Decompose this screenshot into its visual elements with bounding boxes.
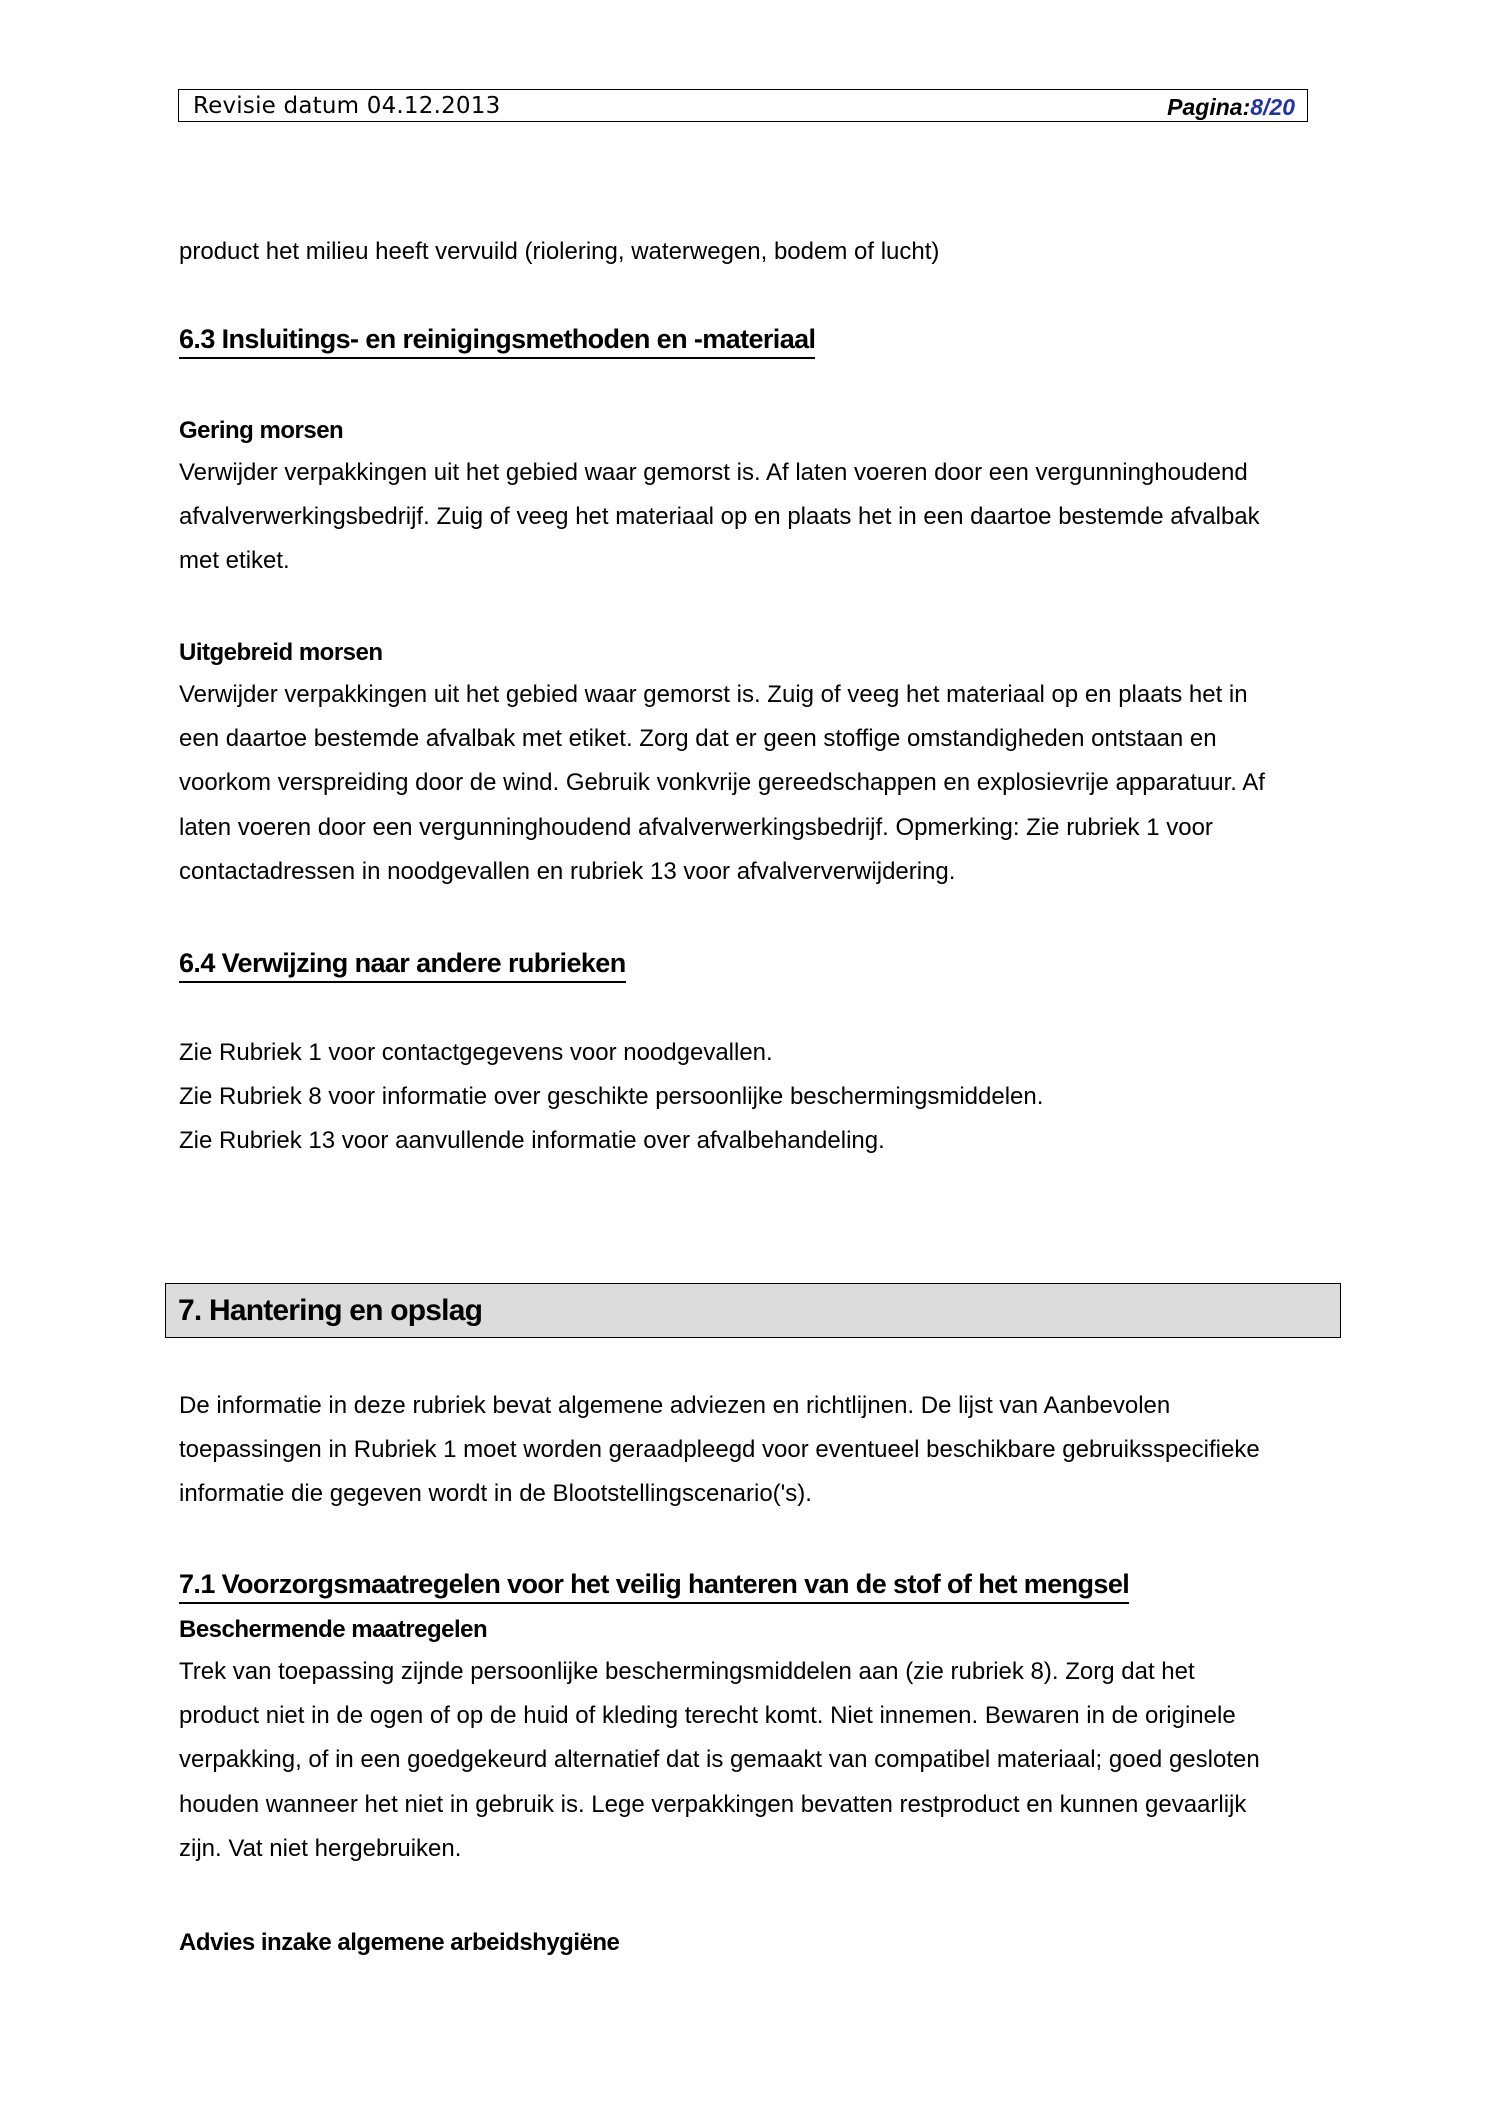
page-label: Pagina: (1167, 94, 1251, 120)
large-spill-title: Uitgebreid morsen (179, 639, 383, 666)
heading-6-4: 6.4 Verwijzing naar andere rubrieken (179, 946, 626, 983)
section-7-title: 7. Hantering en opslag (178, 1294, 483, 1327)
section-7-header (165, 1283, 1341, 1338)
page-number: 8/20 (1250, 94, 1295, 120)
small-spill-title: Gering morsen (179, 417, 344, 444)
large-spill-text: Verwijder verpakkingen uit het gebied waar gemorst is. Zuig of veeg het materiaal op en plaats het in een daartoe bestemde afvalbak met etiket. Zorg dat er geen stoffige omstandigheden ontstaan en voorkom verspreiding door de wind. Gebruik vonkvrije gereedschappen en explosievrije apparatuur. Af laten voeren door een vergunninghoudend afvalverwerkingsbedrijf. Opmerking: Zie rubriek 1 voor contactadressen in noodgevallen en rubriek 13 voor afvalververwijdering. (179, 681, 1265, 885)
protective-measures-title: Beschermende maatregelen (179, 1616, 488, 1643)
hygiene-advice-title: Advies inzake algemene arbeidshygiëne (179, 1929, 620, 1956)
page-indicator (1167, 94, 1295, 121)
section-7-intro: De informatie in deze rubriek bevat algemene adviezen en richtlijnen. De lijst van Aanbevolen toepassingen in Rubriek 1 moet worden geraadpleegd voor eventueel beschikbare gebruiksspecifieke informatie die gegeven wordt in de Blootstellingscenario('s). (179, 1392, 1260, 1508)
heading-6-3: 6.3 Insluitings- en reinigingsmethoden en -materiaal (179, 322, 815, 359)
revision-date: Revisie datum 04.12.2013 (193, 93, 501, 119)
small-spill-text: Verwijder verpakkingen uit het gebied waar gemorst is. Af laten voeren door een vergunninghoudend afvalverwerkingsbedrijf. Zuig of veeg het materiaal op en plaats het in een daartoe bestemde afvalbak met etiket. (179, 459, 1260, 575)
protective-measures-text: Trek van toepassing zijnde persoonlijke beschermingsmiddelen aan (zie rubriek 8). Zorg dat het product niet in de ogen of op de huid of kleding terecht komt. Niet innemen. Bewaren in de originele verpakking, of in een goedgekeurd alternatief dat is gemaakt van compatibel materiaal; goed gesloten houden wanneer het niet in gebruik is. Lege verpakkingen bevatten restproduct en kunnen gevaarlijk zijn. Vat niet hergebruiken. (179, 1658, 1260, 1862)
intro-line: product het milieu heeft vervuild (riolering, waterwegen, bodem of lucht) (179, 238, 940, 265)
heading-7-1: 7.1 Voorzorgsmaatregelen voor het veilig hanteren van de stof of het mengsel (179, 1567, 1129, 1604)
references-text: Zie Rubriek 1 voor contactgegevens voor noodgevallen. Zie Rubriek 8 voor informatie over geschikte persoonlijke beschermingsmiddelen. Zie Rubriek 13 voor aanvullende informatie over afvalbehandeling. (179, 1039, 1044, 1155)
page-header (178, 89, 1308, 122)
